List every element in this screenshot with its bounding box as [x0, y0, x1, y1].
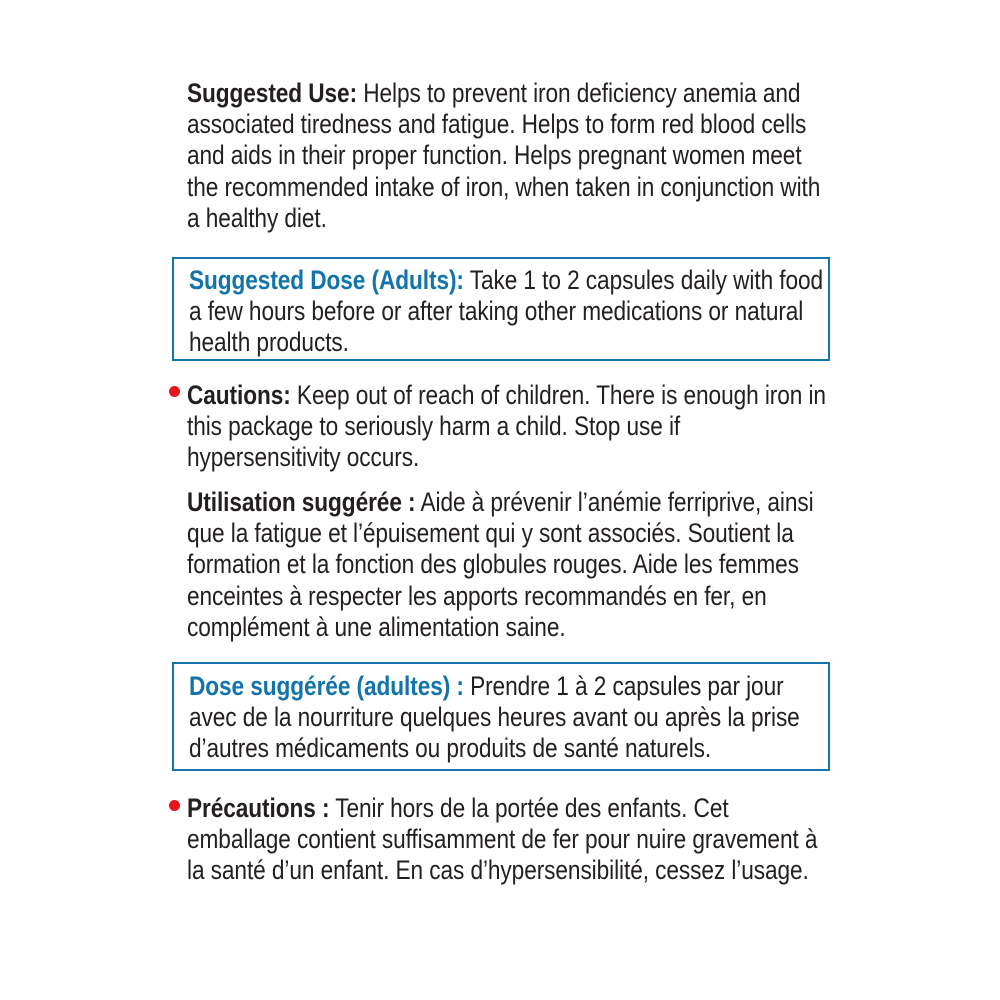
- utilisation-suggeree-section: [187, 487, 830, 643]
- dose-suggeree-heading: Dose suggérée (adultes) :: [189, 671, 464, 701]
- cautions-body: Keep out of reach of children. There is enough iron in this package to seriously harm a child. Stop use if hypersensitivity occurs.: [187, 380, 826, 473]
- utilisation-suggeree-heading: Utilisation suggérée :: [187, 487, 416, 517]
- cautions-heading: Cautions:: [187, 380, 291, 410]
- suggested-dose-section: [189, 265, 826, 359]
- precautions-heading: Précautions :: [187, 793, 330, 823]
- suggested-use-section: [187, 78, 830, 234]
- suggested-use-heading: Suggested Use:: [187, 78, 358, 108]
- suggested-use-body: Helps to prevent iron deficiency anemia and associated tiredness and fatigue. Helps to form red blood cells and aids in their proper function. Helps pregnant women meet the recommended intake of iron, when taken in conjunction with a healthy diet.: [187, 78, 821, 233]
- suggested-dose-heading: Suggested Dose (Adults):: [189, 265, 464, 295]
- dose-suggeree-box: [172, 662, 830, 771]
- precautions-section: [187, 793, 830, 887]
- suggested-dose-box: [172, 257, 830, 361]
- cautions-bullet-icon: [169, 386, 180, 397]
- precautions-bullet-icon: [169, 800, 180, 811]
- precautions-body: Tenir hors de la portée des enfants. Cet emballage contient suffisamment de fer pour nuire gravement à la santé d’un enfant. En cas d’hypersensibilité, cessez l’usage.: [187, 793, 818, 886]
- cautions-section: [187, 380, 830, 474]
- dose-suggeree-section: [189, 671, 826, 765]
- suggested-dose-body: Take 1 to 2 capsules daily with food a few hours before or after taking other medications or natural health products.: [189, 265, 824, 358]
- utilisation-suggeree-body: Aide à prévenir l’anémie ferriprive, ainsi que la fatigue et l’épuisement qui y sont associés. Soutient la formation et la fonction des globules rouges. Aide les femmes enceintes à respecter les apports recommandés en fer, en complément à une alimentation saine.: [187, 487, 814, 642]
- dose-suggeree-body: Prendre 1 à 2 capsules par jour avec de la nourriture quelques heures avant ou après la prise d’autres médicaments ou produits de santé naturels.: [189, 671, 800, 764]
